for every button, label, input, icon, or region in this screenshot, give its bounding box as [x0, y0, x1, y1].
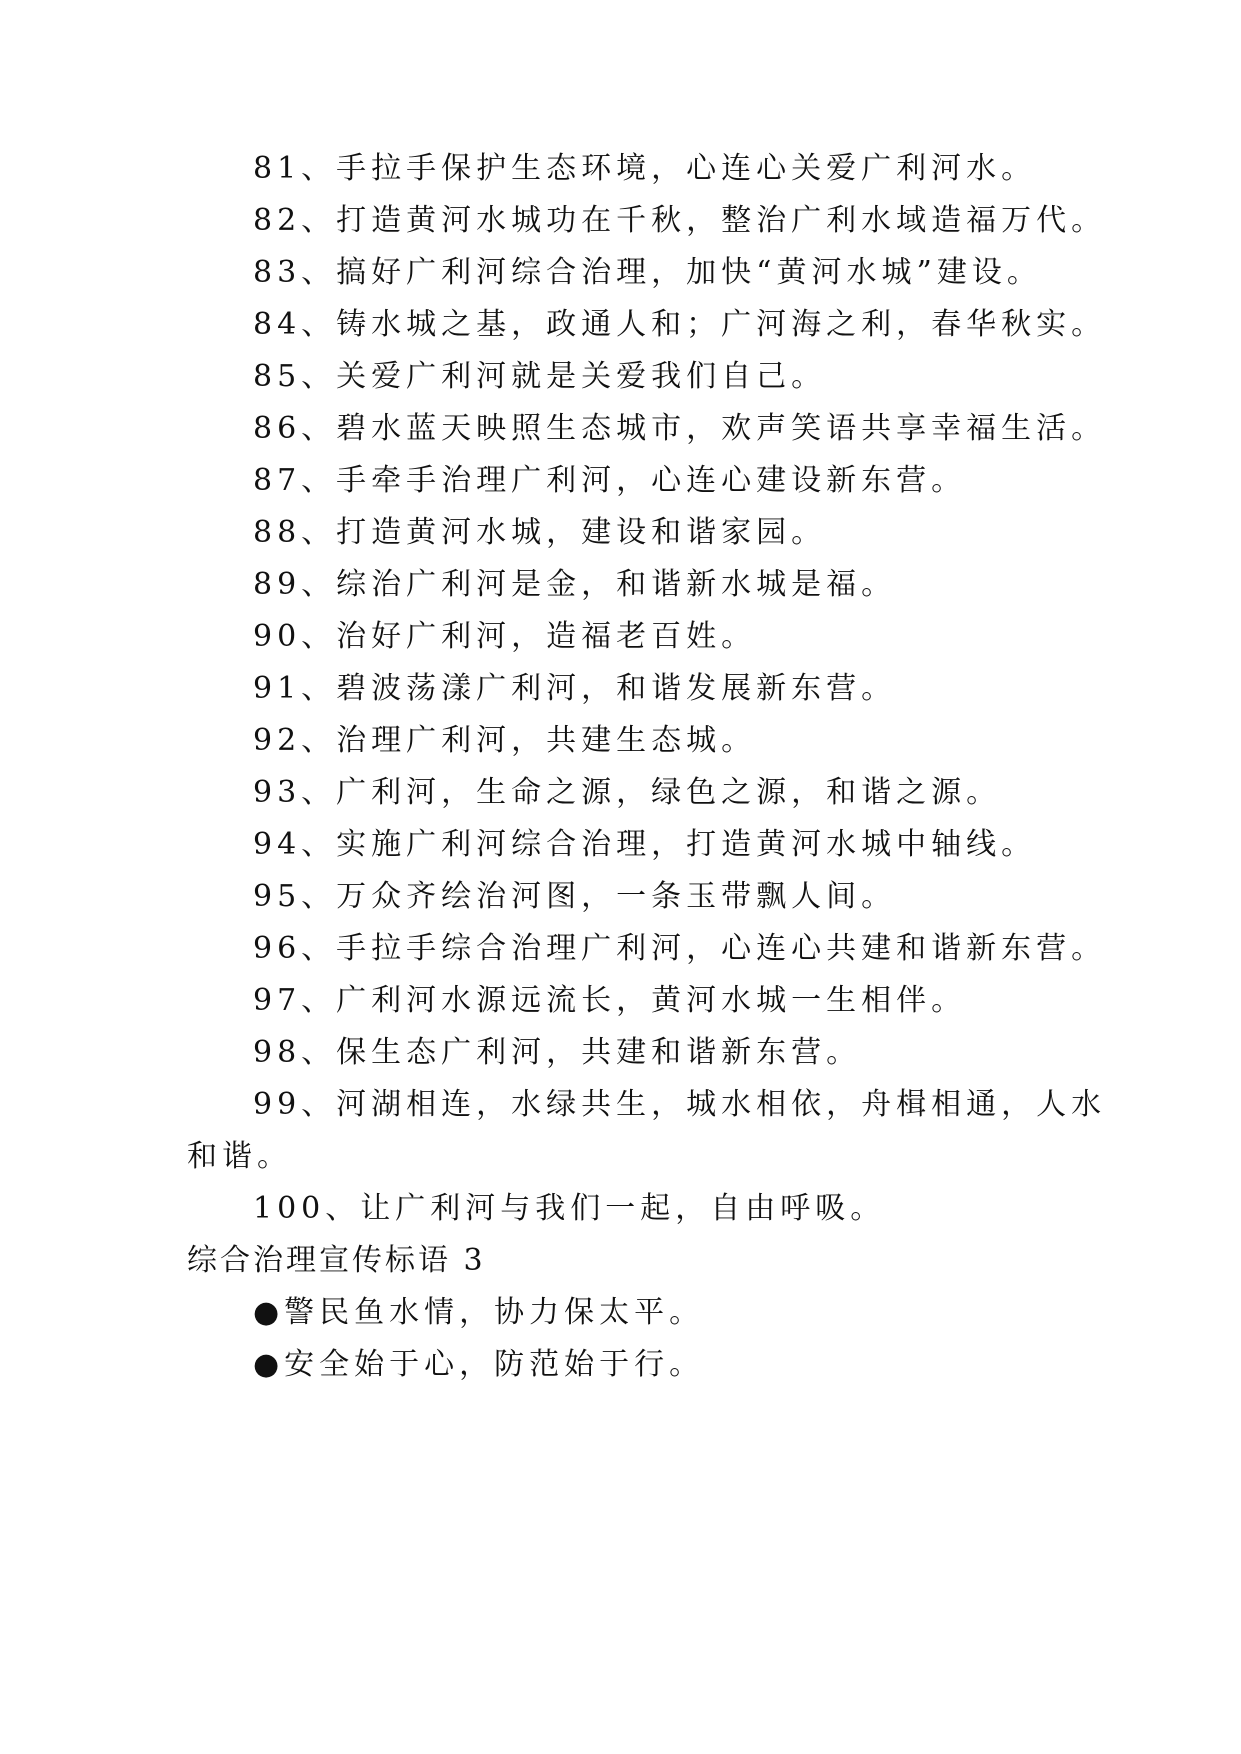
slogan-82: 82、打造黄河水城功在千秋，整治广利水域造福万代。 — [253, 203, 1107, 238]
section-heading: 综合治理宣传标语 3 — [187, 1243, 486, 1278]
slogan-86: 86、碧水蓝天映照生态城市，欢声笑语共享幸福生活。 — [253, 411, 1107, 446]
slogan-96: 96、手拉手综合治理广利河，心连心共建和谐新东营。 — [253, 931, 1107, 966]
bullet-item-2: ●安全始于心，防范始于行。 — [253, 1347, 705, 1382]
slogan-89: 89、综治广利河是金，和谐新水城是福。 — [253, 567, 897, 602]
slogan-92: 92、治理广利河，共建生态城。 — [253, 723, 757, 758]
slogan-83: 83、搞好广利河综合治理，加快“黄河水城”建设。 — [253, 255, 1042, 290]
slogan-90: 90、治好广利河，造福老百姓。 — [253, 619, 757, 654]
slogan-100: 100、让广利河与我们一起，自由呼吸。 — [253, 1191, 886, 1226]
slogan-87: 87、手牵手治理广利河，心连心建设新东营。 — [253, 463, 967, 498]
slogan-91: 91、碧波荡漾广利河，和谐发展新东营。 — [253, 671, 897, 706]
slogan-99-continuation: 和谐。 — [187, 1139, 292, 1174]
slogan-81: 81、手拉手保护生态环境，心连心关爱广利河水。 — [253, 151, 1037, 186]
bullet-item-1: ●警民鱼水情，协力保太平。 — [253, 1295, 705, 1330]
slogan-93: 93、广利河，生命之源，绿色之源，和谐之源。 — [253, 775, 1002, 810]
slogan-95: 95、万众齐绘治河图，一条玉带飘人间。 — [253, 879, 897, 914]
slogan-94: 94、实施广利河综合治理，打造黄河水城中轴线。 — [253, 827, 1037, 862]
slogan-98: 98、保生态广利河，共建和谐新东营。 — [253, 1035, 862, 1070]
slogan-97: 97、广利河水源远流长，黄河水城一生相伴。 — [253, 983, 967, 1018]
slogan-85: 85、关爱广利河就是关爱我们自己。 — [253, 359, 827, 394]
slogan-84: 84、铸水城之基，政通人和；广河海之利，春华秋实。 — [253, 307, 1107, 342]
slogan-99: 99、河湖相连，水绿共生，城水相依，舟楫相通，人水 — [253, 1087, 1107, 1122]
slogan-88: 88、打造黄河水城，建设和谐家园。 — [253, 515, 827, 550]
